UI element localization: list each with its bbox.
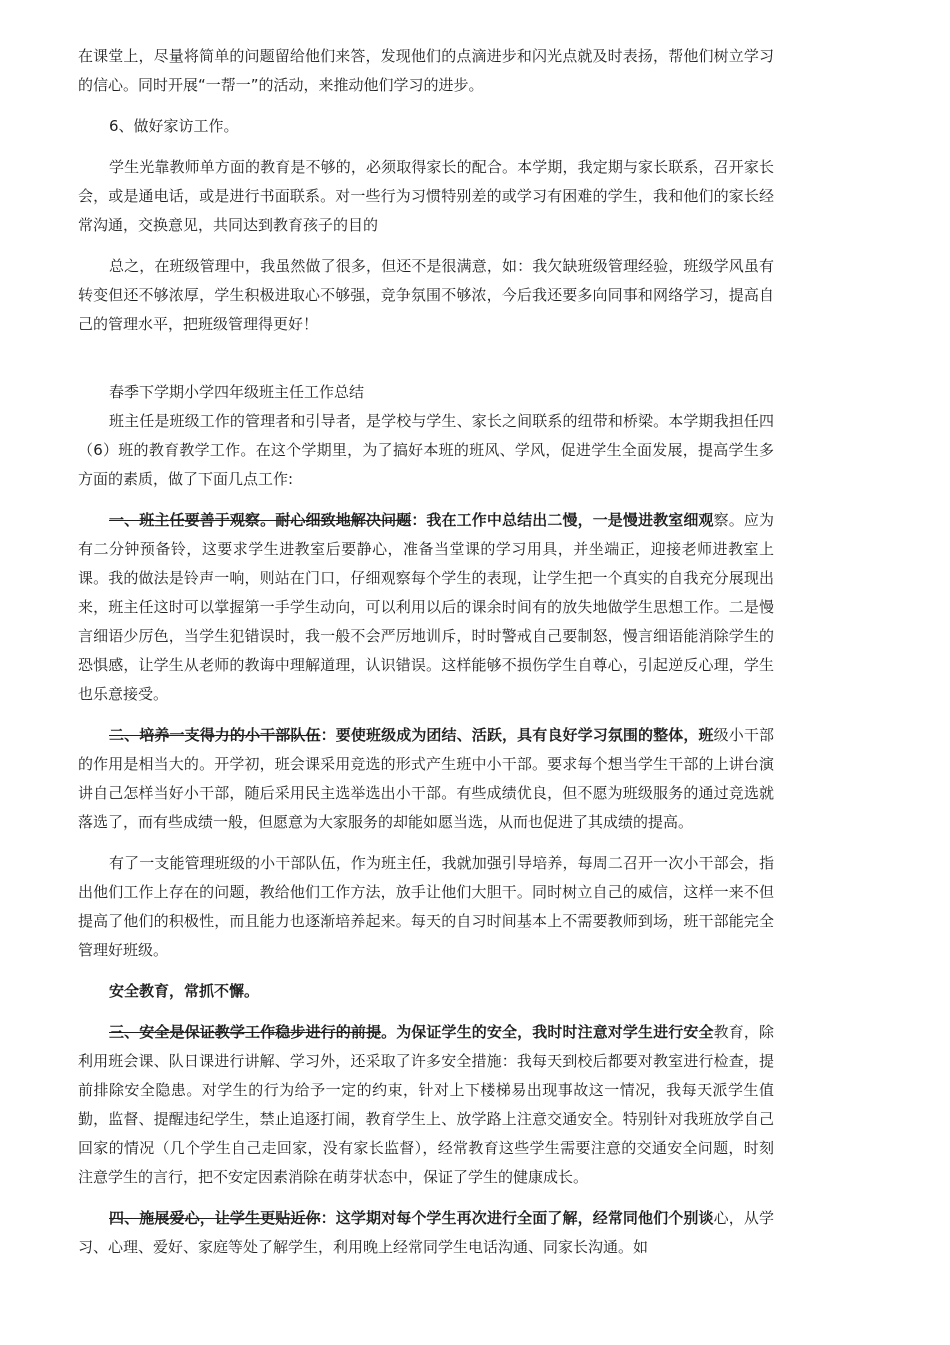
section-care-body: 心，从学习、心理、爱好、家庭等处了解学生，利用晚上经常同学生电话沟通、同家长沟通。如 [78, 1209, 774, 1256]
section-safety-heading: 三、安全是保证教学工作稳步进行的前提 [109, 1023, 382, 1041]
section-observation-body: 察。应为有二分钟预备铃，这要求学生进教室后要静心，准备当堂课的学习用具，并坐端正，迎接老师进教室上课。我的做法是铃声一响，则站在门口，仔细观察每个学生的表现，让学生把一个真实的自我充分展现出来，班主任这时可以掌握第一手学生动向，可以利用以后的课余时间有的放失地做学生思想工作。二是慢言细语少厉色，当学生犯错误时，我一般不会严厉地训斥，时时警戒自己要制怒，慢言细语能消除学生的恐惧感，让学生从老师的教诲中理解道理，认识错误。这样能够不损伤学生自尊心，引起逆反心理，学生也乐意接受。 [78, 511, 774, 703]
heading-safety-education: 安全教育，常抓不懈。 [109, 982, 260, 1000]
section-class-cadres [78, 721, 774, 837]
section-observation-lead: ：我在工作中总结出二慢，一是慢进教室细观 [411, 511, 714, 529]
section-safety [78, 1018, 774, 1192]
section-observation-heading: 一、班主任要善于观察。耐心细致地解决问题 [109, 511, 412, 529]
section-class-cadres-body: 级小干部的作用是相当大的。开学初，班会课采用竞选的形式产生班中小干部。要求每个想当学生干部的上讲台演讲自己怎样当好小干部，随后采用民主选举选出小干部。有些成绩优良，但不愿为班级服务的通过竞选就落选了，而有些成绩一般，但愿意为大家服务的却能如愿当选，从而也促进了其成绩的提高。 [78, 726, 774, 831]
heading-home-visit: 6、做好家访工作。 [109, 117, 239, 135]
paragraph-intro: 班主任是班级工作的管理者和引导者，是学校与学生、家长之间联系的纽带和桥梁。本学期我担任四（6）班的教育教学工作。在这个学期里，为了搞好本班的班风、学风，促进学生全面发展，提高学生多方面的素质，做了下面几点工作: [78, 412, 774, 488]
section-care [78, 1204, 774, 1262]
paragraph-conclusion: 总之，在班级管理中，我虽然做了很多，但还不是很满意，如：我欠缺班级管理经验，班级学风虽有转变但还不够浓厚，学生积极进取心不够强，竞争氛围不够浓，今后我还要多向同事和网络学习，提高自己的管理水平，把班级管理得更好！ [78, 257, 774, 333]
paragraph-study-confidence: 在课堂上，尽量将简单的问题留给他们来答，发现他们的点滴进步和闪光点就及时表扬，帮他们树立学习的信心。同时开展“一帮一”的活动，来推动他们学习的进步。 [78, 47, 774, 94]
section-class-cadres-lead: ：要使班级成为团结、活跃，具有良好学习氛围的整体，班 [320, 726, 714, 744]
paragraph-cadre-training: 有了一支能管理班级的小干部队伍，作为班主任，我就加强引导培养，每周二召开一次小干部会，指出他们工作上存在的问题，教给他们工作方法，放手让他们大胆干。同时树立自己的威信，这样一来不但提高了他们的积极性，而且能力也逐渐培养起来。每天的自习时间基本上不需要教师到场，班干部能完全管理好班级。 [78, 854, 774, 959]
section-care-heading: 四、施展爱心，让学生更贴近你 [109, 1209, 321, 1227]
section-safety-lead: 。为保证学生的安全，我时时注意对学生进行安全 [381, 1023, 714, 1041]
document-title: 春季下学期小学四年级班主任工作总结 [109, 383, 365, 401]
section-observation [78, 506, 774, 709]
section-safety-body: 教育，除利用班会课、队日课进行讲解、学习外，还采取了许多安全措施：我每天到校后都要对教室进行检查，提前排除安全隐患。对学生的行为给予一定的约束，针对上下楼梯易出现事故这一情况，我每天派学生值勤，监督、提醒违纪学生，禁止追逐打闹，教育学生上、放学路上注意交通安全。特别针对我班放学自己回家的情况（几个学生自己走回家，没有家长监督），经常教育这些学生需要注意的交通安全问题，时刻注意学生的言行，把不安定因素消除在萌芽状态中，保证了学生的健康成长。 [78, 1023, 774, 1186]
document-page [78, 42, 774, 1262]
section-care-lead: ：这学期对每个学生再次进行全面了解，经常同他们个别谈 [320, 1209, 714, 1227]
section-class-cadres-heading: 二、培养一支得力的小干部队伍 [109, 726, 321, 744]
paragraph-parent-cooperation: 学生光靠教师单方面的教育是不够的，必须取得家长的配合。本学期，我定期与家长联系，召开家长会，或是通电话，或是进行书面联系。对一些行为习惯特别差的或学习有困难的学生，我和他们的家长经常沟通，交换意见，共同达到教育孩子的目的 [78, 158, 774, 234]
